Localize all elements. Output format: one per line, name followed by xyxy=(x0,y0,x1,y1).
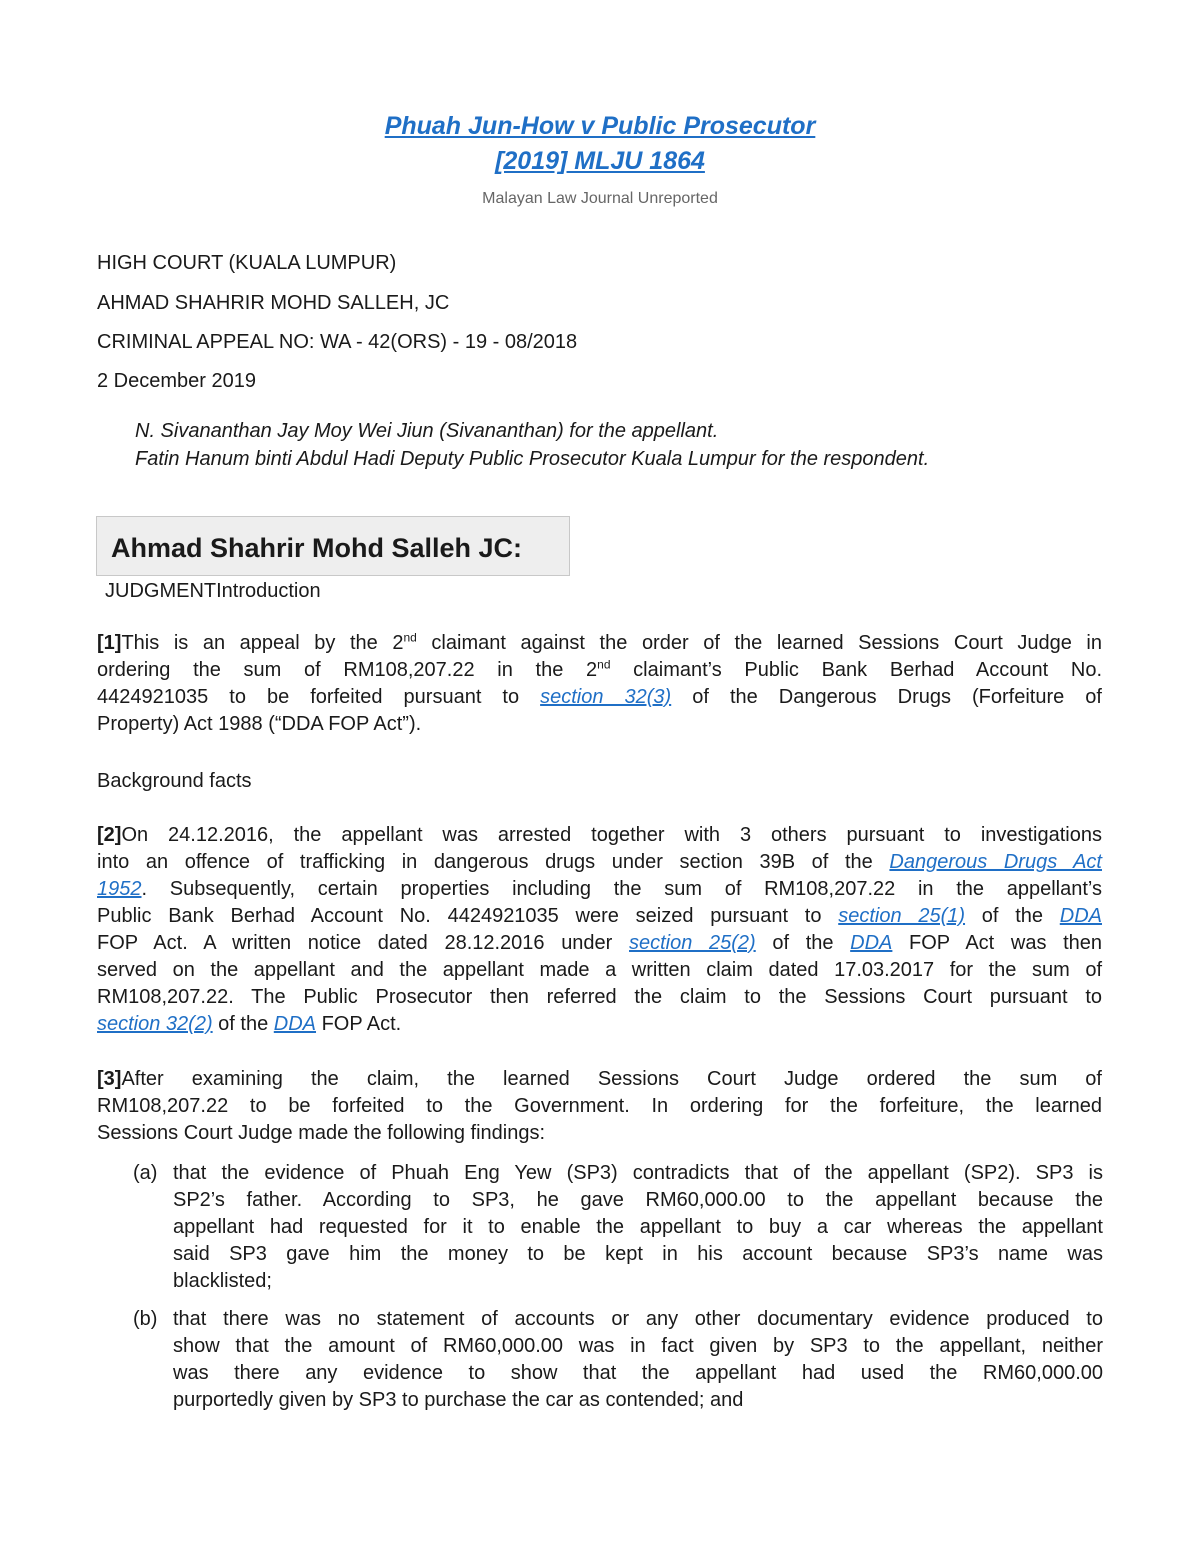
judge-heading-box xyxy=(96,516,570,576)
superscript: nd xyxy=(597,657,611,672)
paragraph-3-line-2 xyxy=(97,1093,1102,1120)
paragraph-2-line-8 xyxy=(97,1011,1102,1038)
paragraph-1-line-2 xyxy=(97,657,1102,684)
paragraph-1-line-1 xyxy=(97,630,1102,657)
paragraph-2-line-7 xyxy=(97,984,1102,1011)
text-run: FOP Act. xyxy=(316,1013,402,1035)
appeal-number: CRIMINAL APPEAL NO: WA - 42(ORS) - 19 - 08/2018 xyxy=(97,331,578,353)
paragraph-1 xyxy=(97,630,1102,738)
text-run: This is an appeal by the 2 xyxy=(121,632,404,654)
paragraph-number: [2] xyxy=(97,824,122,846)
finding-line: purportedly given by SP3 to purchase the car as contended; and xyxy=(173,1389,744,1411)
text-run: Property) Act 1988 (“DDA FOP Act”). xyxy=(97,713,422,735)
paragraph-2-line-1 xyxy=(97,822,1102,849)
finding-label: (b) xyxy=(133,1308,158,1330)
link-dda[interactable]: DDA xyxy=(1059,905,1102,927)
finding-line: SP2’s father. According to SP3, he gave RM60,000.00 to the appellant because the xyxy=(173,1189,1103,1211)
finding-line: that the evidence of Phuah Eng Yew (SP3) contradicts that of the appellant (SP2). SP3 is xyxy=(173,1162,1103,1184)
finding-line: show that the amount of RM60,000.00 was in fact given by SP3 to the appellant, neither xyxy=(173,1335,1103,1357)
link-dda[interactable]: DDA xyxy=(273,1013,317,1035)
finding-line: was there any evidence to show that the appellant had used the RM60,000.00 xyxy=(173,1362,1103,1384)
text-run: . Subsequently, certain properties including the sum of RM108,207.22 in the appellant’s xyxy=(141,878,1102,900)
paragraph-number: [3] xyxy=(97,1068,122,1090)
finding-line: that there was no statement of accounts or any other documentary evidence produced to xyxy=(173,1308,1103,1330)
paragraph-3-line-3 xyxy=(97,1120,1102,1147)
judgment-date: 2 December 2019 xyxy=(97,370,256,392)
text-run: of the xyxy=(965,905,1060,927)
text-run: Sessions Court Judge made the following findings: xyxy=(97,1122,546,1144)
finding-body xyxy=(173,1306,1103,1414)
text-run: FOP Act was then xyxy=(892,932,1103,954)
text-run: RM108,207.22 to be forfeited to the Government. In ordering for the forfeiture, the learned xyxy=(97,1095,1102,1117)
judgment-heading: JUDGMENTIntroduction xyxy=(105,580,321,602)
text-run: ordering the sum of RM108,207.22 in the 2 xyxy=(97,659,598,681)
case-title[interactable]: Phuah Jun-How v Public Prosecutor xyxy=(384,112,816,140)
paragraph-2-line-5 xyxy=(97,930,1102,957)
text-run: served on the appellant and the appellant made a written claim dated 17.03.2017 for the sum of xyxy=(97,959,1102,981)
text-run: On 24.12.2016, the appellant was arrested together with 3 others pursuant to investigations xyxy=(121,824,1102,846)
counsel-appellant: N. Sivananthan Jay Moy Wei Jiun (Sivananthan) for the appellant. xyxy=(135,420,719,442)
text-run: claimant against the order of the learned Sessions Court Judge in xyxy=(416,632,1102,654)
text-run: Public Bank Berhad Account No. 4424921035 were seized pursuant to xyxy=(97,905,839,927)
paragraph-3-line-1 xyxy=(97,1066,1102,1093)
text-run: 4424921035 to be forfeited pursuant to xyxy=(97,686,541,708)
finding-body xyxy=(173,1160,1103,1295)
text-run: FOP Act. A written notice dated 28.12.2016 under xyxy=(97,932,629,954)
counsel-respondent: Fatin Hanum binti Abdul Hadi Deputy Public Prosecutor Kuala Lumpur for the respondent. xyxy=(135,448,930,470)
link-section-25-2[interactable]: section 25(2) xyxy=(629,932,756,954)
finding-line: blacklisted; xyxy=(173,1270,272,1292)
background-heading: Background facts xyxy=(97,770,252,792)
link-dangerous-drugs-act[interactable]: Dangerous Drugs Act xyxy=(889,851,1102,873)
paragraph-2-line-6 xyxy=(97,957,1102,984)
link-section-32-3[interactable]: section 32(3) xyxy=(540,686,672,708)
text-run: of the xyxy=(755,932,851,954)
case-citation[interactable]: [2019] MLJU 1864 xyxy=(495,147,705,175)
text-run: claimant’s Public Bank Berhad Account No. xyxy=(610,659,1103,681)
text-run: After examining the claim, the learned Sessions Court Judge ordered the sum of xyxy=(121,1068,1102,1090)
paragraph-2 xyxy=(97,822,1102,1038)
paragraph-number: [1] xyxy=(97,632,122,654)
paragraph-2-line-3 xyxy=(97,876,1102,903)
text-run: of the Dangerous Drugs (Forfeiture of xyxy=(671,686,1102,708)
link-dangerous-drugs-act-year[interactable]: 1952 xyxy=(97,878,142,900)
text-run: of the xyxy=(212,1013,274,1035)
text-run: RM108,207.22. The Public Prosecutor then referred the claim to the Sessions Court pursuant to xyxy=(97,986,1102,1008)
finding-line: appellant had requested for it to enable the appellant to buy a car whereas the appellant xyxy=(173,1216,1103,1238)
judge-name: AHMAD SHAHRIR MOHD SALLEH, JC xyxy=(97,292,450,314)
text-run: into an offence of trafficking in dangerous drugs under section 39B of the xyxy=(97,851,890,873)
paragraph-2-line-2 xyxy=(97,849,1102,876)
finding-label: (a) xyxy=(133,1162,158,1184)
judge-heading: Ahmad Shahrir Mohd Salleh JC: xyxy=(111,533,523,563)
paragraph-1-line-4 xyxy=(97,711,1102,738)
paragraph-3 xyxy=(97,1066,1102,1147)
paragraph-2-line-4 xyxy=(97,903,1102,930)
journal-name: Malayan Law Journal Unreported xyxy=(482,190,718,207)
finding-line: said SP3 gave him the money to be kept in his account because SP3’s name was xyxy=(173,1243,1103,1265)
link-dda[interactable]: DDA xyxy=(850,932,893,954)
link-section-25-1[interactable]: section 25(1) xyxy=(838,905,966,927)
superscript: nd xyxy=(403,630,417,645)
court-name: HIGH COURT (KUALA LUMPUR) xyxy=(97,252,397,274)
paragraph-1-line-3 xyxy=(97,684,1102,711)
link-section-32-2[interactable]: section 32(2) xyxy=(97,1013,213,1035)
